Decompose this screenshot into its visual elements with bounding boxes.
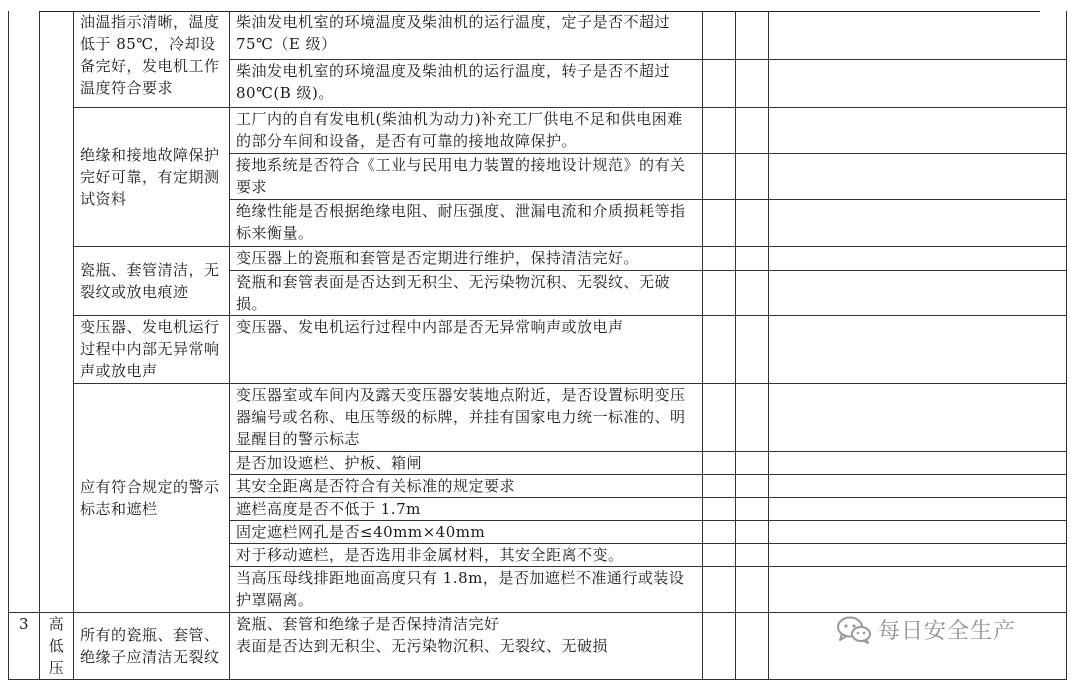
table-row [9, 383, 1067, 451]
result-cell [703, 612, 736, 679]
remarks-cell [769, 383, 1067, 451]
result-cell [703, 474, 736, 497]
result-cell [703, 107, 736, 153]
watermark [836, 614, 1016, 645]
result-cell [736, 497, 769, 520]
requirement-cell: 变压器、发电机运行过程中内部无异常响声或放电声 [74, 315, 230, 383]
result-cell [736, 566, 769, 612]
result-cell [703, 246, 736, 270]
remarks-cell [769, 451, 1067, 474]
table-row [9, 315, 1067, 383]
result-cell [736, 246, 769, 270]
result-cell [736, 107, 769, 153]
result-cell [703, 199, 736, 246]
remarks-cell [769, 543, 1067, 566]
result-cell [703, 59, 736, 107]
result-cell [736, 612, 769, 679]
remarks-cell [769, 270, 1067, 315]
result-cell [736, 199, 769, 246]
remarks-cell [769, 474, 1067, 497]
requirement-cell: 应有符合规定的警示标志和遮栏 [74, 383, 230, 612]
row-number: 3 [9, 612, 40, 679]
check-item: 其安全距离是否符合有关标准的规定要求 [230, 474, 703, 497]
result-cell [703, 497, 736, 520]
check-item: 变压器、发电机运行过程中内部是否无异常响声或放电声 [230, 315, 703, 383]
row-number-cell [9, 11, 40, 612]
check-item: 当高压母线排距地面高度只有 1.8m，是否加遮栏不准通行或装设护罩隔离。 [230, 566, 703, 612]
table-row [9, 107, 1067, 153]
result-cell [703, 451, 736, 474]
remarks-cell [769, 520, 1067, 543]
result-cell [703, 520, 736, 543]
check-item: 变压器上的瓷瓶和套管是否定期进行维护，保持清洁完好。 [230, 246, 703, 270]
result-cell [736, 451, 769, 474]
remarks-cell [769, 59, 1067, 107]
result-cell [736, 383, 769, 451]
result-cell [703, 153, 736, 199]
check-item: 是否加设遮栏、护板、箱闸 [230, 451, 703, 474]
category-cell [40, 11, 74, 612]
check-item: 变压器室或车间内及露天变压器安装地点附近，是否设置标明变压器编号或名称、电压等级的标牌，并挂有国家电力统一标准的、明显醒目的警示标志 [230, 383, 703, 451]
check-item: 瓷瓶和套管表面是否达到无积尘、无污染物沉积、无裂纹、无破损。 [230, 270, 703, 315]
inspection-table [8, 11, 1067, 680]
check-item: 固定遮栏网孔是否≤40mm×40mm [230, 520, 703, 543]
result-cell [736, 474, 769, 497]
check-item: 柴油发电机室的环境温度及柴油机的运行温度，转子是否不超过 80℃(B 级)。 [230, 59, 703, 107]
result-cell [736, 11, 769, 59]
remarks-cell [769, 246, 1067, 270]
requirement-cell: 绝缘和接地故障保护完好可靠，有定期测试资料 [74, 107, 230, 246]
check-item: 瓷瓶、套管和绝缘子是否保持清洁完好 [236, 614, 500, 633]
check-item-pair [230, 612, 703, 679]
check-item: 绝缘性能是否根据绝缘电阻、耐压强度、泄漏电流和介质损耗等指标来衡量。 [230, 199, 703, 246]
table-row [9, 246, 1067, 270]
remarks-cell [769, 315, 1067, 383]
result-cell [703, 383, 736, 451]
watermark-text: 每日安全生产 [878, 619, 1017, 644]
result-cell [736, 543, 769, 566]
remarks-cell [769, 11, 1067, 59]
result-cell [736, 59, 769, 107]
remarks-cell [769, 107, 1067, 153]
result-cell [736, 315, 769, 383]
requirement-cell: 所有的瓷瓶、套管、绝缘子应清洁无裂纹 [74, 612, 230, 679]
result-cell [703, 566, 736, 612]
category-char: 低 [48, 636, 65, 655]
result-cell [703, 11, 736, 59]
requirement-cell: 油温指示清晰，温度低于 85℃，冷却设备完好，发电机工作温度符合要求 [74, 11, 230, 107]
result-cell [736, 520, 769, 543]
requirement-cell: 瓷瓶、套管清洁，无裂纹或放电痕迹 [74, 246, 230, 315]
category-label [40, 612, 74, 679]
result-cell [703, 543, 736, 566]
result-cell [703, 315, 736, 383]
wechat-icon [836, 615, 872, 645]
result-cell [703, 270, 736, 315]
result-cell [736, 153, 769, 199]
check-item: 接地系统是否符合《工业与民用电力装置的接地设计规范》的有关要求 [230, 153, 703, 199]
check-item: 对于移动遮栏，是否选用非金属材料，其安全距离不变。 [230, 543, 703, 566]
check-item: 表面是否达到无积尘、无污染物沉积、无裂纹、无破损 [236, 636, 609, 655]
remarks-cell [769, 566, 1067, 612]
remarks-cell [769, 497, 1067, 520]
table-row [9, 11, 1067, 59]
remarks-cell [769, 199, 1067, 246]
remarks-cell [769, 153, 1067, 199]
check-item: 工厂内的自有发电机(柴油机为动力)补充工厂供电不足和供电困难的部分车间和设备，是否有可靠的接地故障保护。 [230, 107, 703, 153]
result-cell [736, 270, 769, 315]
category-char: 压 [48, 658, 65, 677]
check-item: 柴油发电机室的环境温度及柴油机的运行温度，定子是否不超过 75℃（E 级） [230, 11, 703, 59]
check-item: 遮栏高度是否不低于 1.7m [230, 497, 703, 520]
category-char: 高 [48, 614, 65, 633]
